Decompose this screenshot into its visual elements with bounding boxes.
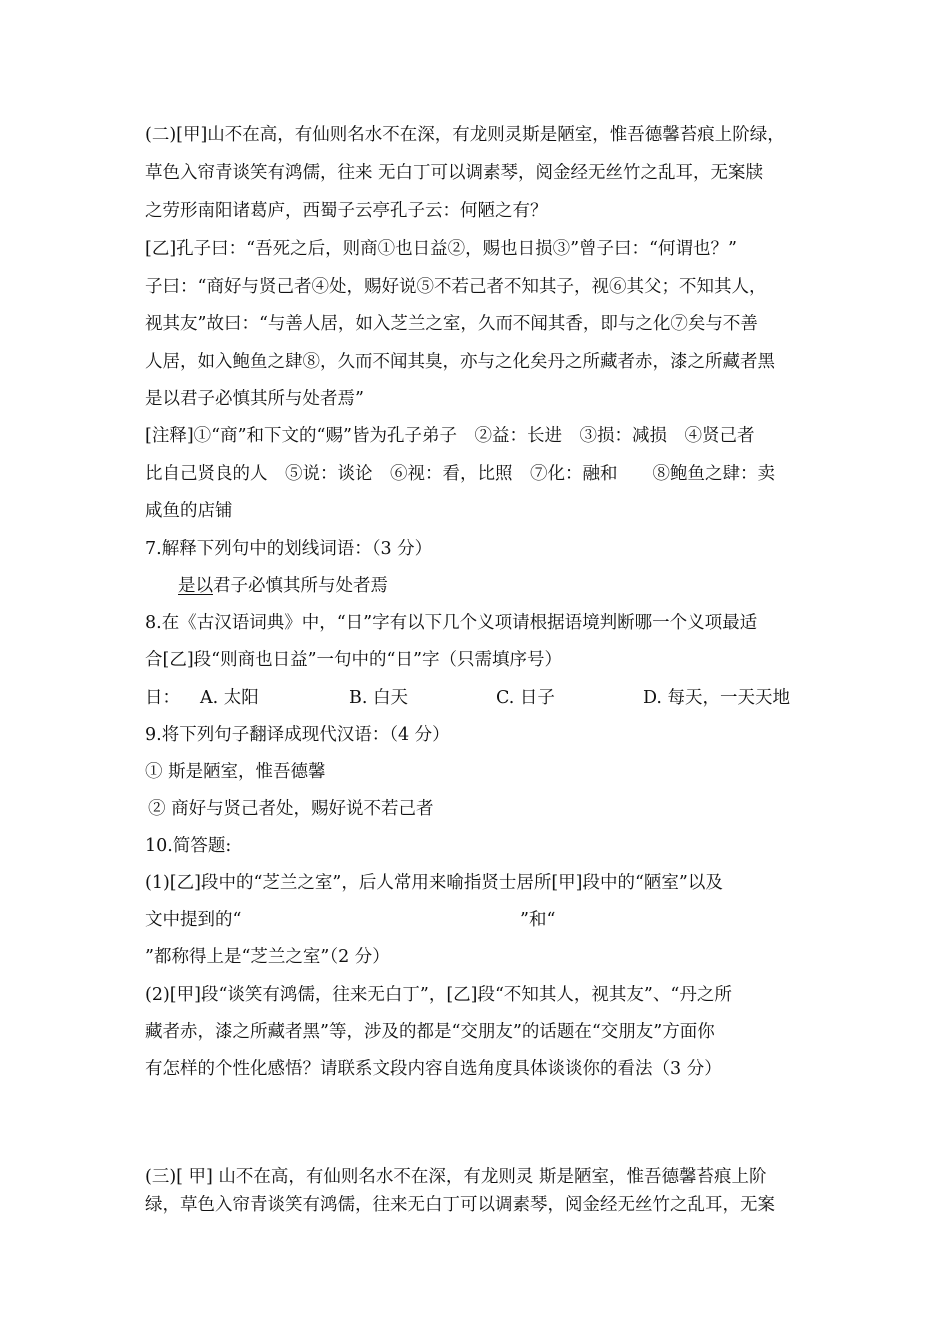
q8-line-1: 8.在《古汉语词典》中，“日”字有以下几个义项请根据语境判断哪一个义项最适	[145, 613, 758, 633]
q10-p1-line-2b: ”和“	[520, 910, 556, 930]
q7-text: 7.解释下列句中的划线词语：（3 分）	[145, 539, 433, 559]
q10-p1-line-1: (1)[乙]段中的“芝兰之室”，后人常用来喻指贤士居所[甲]段中的“陋室”以及	[145, 873, 723, 893]
q8-option-c: C. 日子	[496, 688, 555, 708]
q9-item-2: ② 商好与贤己者处，赐好说不若己者	[148, 799, 434, 819]
yi-line-2: 子曰：“商好与贤己者④处，赐好说⑤不若己者不知其子，视⑥其父；不知其人，	[145, 277, 767, 297]
jia-line-1: (二)[甲]山不在高，有仙则名水不在深，有龙则灵斯是陋室，惟吾德馨苔痕上阶绿，	[145, 125, 785, 145]
q10-p1-line-2a: 文中提到的“	[145, 910, 242, 930]
q7-sentence	[178, 574, 388, 598]
q8-option-b: B. 白天	[349, 688, 408, 708]
q10-p1-line-3: ”都称得上是“芝兰之室”（2 分）	[145, 947, 390, 967]
q7-underlined-word: 是以	[178, 576, 213, 596]
notes-line-2: 比自己贤良的人 ⑤说：谈论 ⑥视：看，比照 ⑦化：融和 ⑧鲍鱼之肆：卖	[145, 464, 775, 484]
notes-line-1: [注释]①“商”和下文的“赐”皆为孔子弟子 ②益：长进 ③损：减损 ④贤己者	[145, 426, 755, 446]
yi-line-4: 人居，如入鲍鱼之肆⑧，久而不闻其臭，亦与之化矣丹之所藏者赤，漆之所藏者黑	[145, 352, 775, 372]
q8-option-d: D. 每天，一天天地	[643, 688, 791, 708]
q8-label: 日：	[145, 688, 180, 708]
q8-option-a: A. 太阳	[200, 688, 259, 708]
section3-line-2: 绿，草色入帘青谈笑有鸿儒，往来无白丁可以调素琴，阅金经无丝竹之乱耳，无案	[145, 1195, 775, 1215]
jia-line-3: 之劳形南阳诸葛庐，西蜀子云亭孔子云：何陋之有？	[145, 201, 548, 221]
section3-line-1: (三)[ 甲] 山不在高，有仙则名水不在深，有龙则灵 斯是陋室，惟吾德馨苔痕上阶	[145, 1167, 767, 1187]
q10-p2-line-2: 藏者赤，漆之所藏者黑”等，涉及的都是“交朋友”的话题在“交朋友”方面你	[145, 1022, 715, 1042]
notes-line-3: 咸鱼的店铺	[145, 501, 233, 521]
q7-sentence-rest: 君子必慎其所与处者焉	[213, 576, 388, 596]
q9-item-1: ① 斯是陋室，惟吾德馨	[145, 762, 326, 782]
yi-line-3: 视其友”故曰：“与善人居，如入芝兰之室，久而不闻其香，即与之化⑦矣与不善	[145, 314, 758, 334]
yi-line-5: 是以君子必慎其所与处者焉”	[145, 389, 364, 409]
q10-text: 10.简答题:	[145, 836, 232, 856]
q10-p2-line-3: 有怎样的个性化感悟？请联系文段内容自选角度具体谈谈你的看法（3 分）	[145, 1059, 722, 1079]
q8-line-2: 合[乙]段“则商也日益”一句中的“日”字（只需填序号）	[145, 650, 562, 670]
jia-line-2: 草色入帘青谈笑有鸿儒，往来 无白丁可以调素琴，阅金经无丝竹之乱耳，无案牍	[145, 163, 764, 183]
q10-p2-line-1: (2)[甲]段“谈笑有鸿儒，往来无白丁”，[乙]段“不知其人，视其友”、“丹之所	[145, 985, 732, 1005]
q9-text: 9.将下列句子翻译成现代汉语：（4 分）	[145, 725, 450, 745]
yi-line-1: [乙]孔子曰：“吾死之后，则商①也日益②，赐也日损③”曾子曰：“何谓也？”	[145, 239, 737, 259]
